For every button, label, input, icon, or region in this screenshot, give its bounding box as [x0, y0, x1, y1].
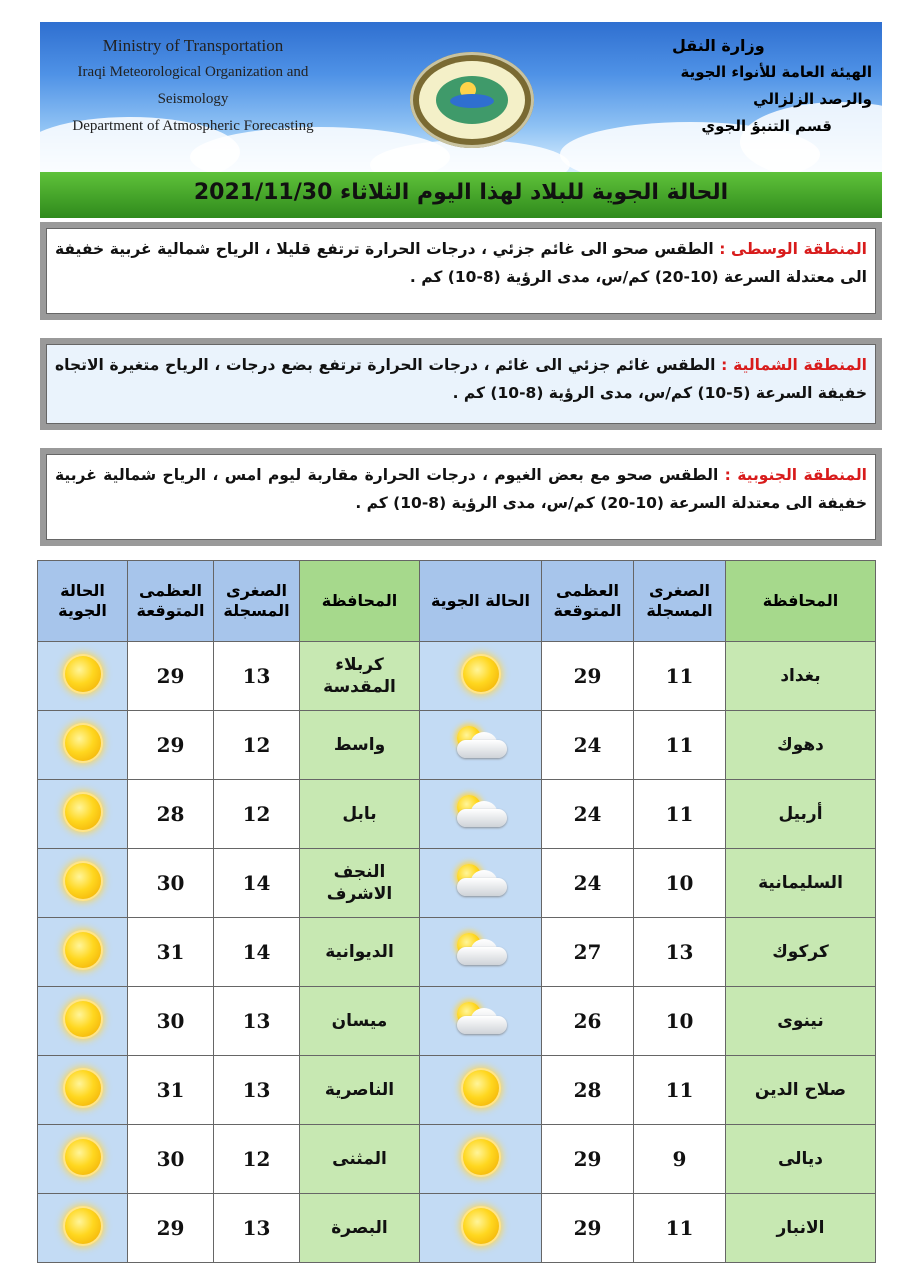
forecast-table [37, 560, 876, 1263]
min-temp-cell-value: 13 [242, 1078, 271, 1102]
header-province: المحافظة [300, 561, 420, 642]
table-row [38, 1194, 876, 1263]
partly-cloudy-icon [453, 864, 509, 898]
max-temp-cell [542, 849, 634, 918]
min-temp-cell [214, 711, 300, 780]
sun-icon [65, 725, 101, 761]
province-cell-value: واسط [333, 735, 386, 755]
organization-name-en: Iraqi Meteorological Organization and Seismology [77, 64, 309, 107]
province-cell [300, 711, 420, 780]
min-temp-cell-value: 13 [665, 940, 694, 964]
header-banner [40, 22, 882, 172]
max-temp-cell [542, 987, 634, 1056]
min-temp-cell-value: 12 [242, 802, 271, 826]
max-temp-cell-value: 24 [573, 733, 602, 757]
max-temp-cell [128, 849, 214, 918]
province-cell [300, 1056, 420, 1125]
max-temp-cell [128, 918, 214, 987]
province-cell-value: الديوانية [325, 942, 394, 962]
province-cell-value: دهوك [777, 735, 824, 755]
province-cell-value: أربيل [778, 804, 823, 824]
min-temp-cell [634, 780, 726, 849]
min-temp-cell [214, 1194, 300, 1263]
max-temp-cell-value: 28 [573, 1078, 602, 1102]
english-org-name [48, 32, 338, 140]
header-max: العظمى المتوقعة [542, 561, 634, 642]
region-text: الطقس صحو الى غائم جزئي ، درجات الحرارة ترتفع قليلا ، الرياح شمالية غربية خفيفة الى معتدلة السرعة (10-20) كم/س، مدى الرؤية (8-10) كم . [55, 240, 867, 286]
table-row [38, 918, 876, 987]
max-temp-cell-value: 29 [156, 1216, 185, 1240]
province-cell-value: نينوى [777, 1011, 824, 1031]
max-temp-cell [128, 711, 214, 780]
max-temp-cell-value: 29 [156, 733, 185, 757]
province-cell-value: النجف الاشرف [326, 862, 393, 904]
department-name-en: Department of Atmospheric Forecasting [72, 118, 314, 134]
ministry-name-ar: وزارة النقل [672, 36, 765, 55]
sun-icon [65, 1139, 101, 1175]
partly-cloudy-icon [453, 795, 509, 829]
ministry-name-en: Ministry of Transportation [102, 36, 284, 55]
min-temp-cell-value: 11 [665, 733, 694, 757]
province-cell [726, 1194, 876, 1263]
max-temp-cell [128, 1125, 214, 1194]
sun-icon [463, 1139, 499, 1175]
min-temp-cell [634, 1125, 726, 1194]
max-temp-cell-value: 26 [573, 1009, 602, 1033]
max-temp-cell-value: 24 [573, 802, 602, 826]
province-cell [300, 918, 420, 987]
province-cell [300, 1125, 420, 1194]
min-temp-cell [214, 1125, 300, 1194]
max-temp-cell [542, 1125, 634, 1194]
header-weather: الحالة الجوية [420, 561, 542, 642]
min-temp-cell [214, 918, 300, 987]
max-temp-cell [542, 1056, 634, 1125]
min-temp-cell-value: 12 [242, 733, 271, 757]
max-temp-cell-value: 29 [156, 664, 185, 688]
header-weather: الحالة الجوية [38, 561, 128, 642]
min-temp-cell-value: 11 [665, 802, 694, 826]
region-south [40, 448, 882, 546]
min-temp-cell-value: 14 [242, 940, 271, 964]
partly-cloudy-icon [453, 1002, 509, 1036]
table-row [38, 849, 876, 918]
title-bar [40, 172, 882, 218]
max-temp-cell-value: 31 [156, 1078, 185, 1102]
min-temp-cell [214, 849, 300, 918]
weather-cell [420, 987, 542, 1056]
province-cell-value: ديالى [777, 1149, 824, 1169]
min-temp-cell-value: 14 [242, 871, 271, 895]
table-row [38, 1056, 876, 1125]
weather-cell [38, 918, 128, 987]
province-cell-value: كركوك [772, 942, 829, 962]
min-temp-cell-value: 13 [242, 1216, 271, 1240]
partly-cloudy-icon [453, 726, 509, 760]
organization-logo [410, 52, 534, 148]
weather-cell [420, 642, 542, 711]
province-cell [726, 987, 876, 1056]
min-temp-cell [214, 780, 300, 849]
province-cell [300, 849, 420, 918]
arabic-org-name [632, 32, 872, 140]
weather-cell [38, 711, 128, 780]
province-cell [726, 1125, 876, 1194]
weather-cell [38, 987, 128, 1056]
table-row [38, 711, 876, 780]
weather-cell [420, 780, 542, 849]
min-temp-cell [634, 918, 726, 987]
header-min: الصغرى المسجلة [214, 561, 300, 642]
page-title: الحالة الجوية للبلاد لهذا اليوم الثلاثاء 2021/11/30 [193, 180, 729, 205]
partly-cloudy-icon [453, 933, 509, 967]
department-name-ar: قسم التنبؤ الجوي [701, 117, 832, 135]
province-cell [300, 1194, 420, 1263]
table-row [38, 780, 876, 849]
province-cell [726, 711, 876, 780]
province-cell-value: كربلاء المقدسة [323, 655, 396, 697]
sun-icon [65, 863, 101, 899]
header-min: الصغرى المسجلة [634, 561, 726, 642]
weather-cell [38, 1194, 128, 1263]
region-label: المنطقة الشمالية : [721, 356, 867, 374]
min-temp-cell-value: 9 [672, 1147, 687, 1171]
max-temp-cell-value: 30 [156, 1009, 185, 1033]
min-temp-cell [634, 711, 726, 780]
header-max: العظمى المتوقعة [128, 561, 214, 642]
province-cell-value: المثنى [332, 1149, 387, 1169]
region-central [40, 222, 882, 320]
sun-icon [65, 1208, 101, 1244]
province-cell-value: بغداد [780, 666, 821, 686]
province-cell-value: صلاح الدين [754, 1080, 847, 1100]
province-cell [726, 1056, 876, 1125]
max-temp-cell-value: 30 [156, 871, 185, 895]
max-temp-cell [128, 987, 214, 1056]
province-cell-value: الناصرية [324, 1080, 395, 1100]
min-temp-cell [634, 849, 726, 918]
min-temp-cell-value: 10 [665, 1009, 694, 1033]
sun-icon [65, 932, 101, 968]
max-temp-cell [542, 1194, 634, 1263]
max-temp-cell-value: 31 [156, 940, 185, 964]
weather-cell [38, 642, 128, 711]
min-temp-cell [634, 1056, 726, 1125]
max-temp-cell [542, 642, 634, 711]
organization-name-ar: الهيئة العامة للأنواء الجوية والرصد الزلزالي [680, 63, 872, 108]
max-temp-cell [128, 642, 214, 711]
province-cell-value: الانبار [776, 1218, 825, 1238]
max-temp-cell-value: 30 [156, 1147, 185, 1171]
province-cell [300, 780, 420, 849]
min-temp-cell [214, 1056, 300, 1125]
region-text: الطقس غائم جزئي الى غائم ، درجات الحرارة ترتفع بضع درجات ، الرياح متغيرة الاتجاه خفيفة السرعة (5-10) كم/س، مدى الرؤية (8-10) كم . [55, 356, 867, 402]
max-temp-cell [542, 711, 634, 780]
province-cell-value: بابل [342, 804, 377, 824]
sun-icon [463, 1208, 499, 1244]
weather-cell [420, 849, 542, 918]
region-label: المنطقة الوسطى : [719, 240, 867, 258]
sun-icon [65, 1001, 101, 1037]
max-temp-cell-value: 27 [573, 940, 602, 964]
max-temp-cell [128, 1056, 214, 1125]
sun-icon [65, 794, 101, 830]
province-cell-value: البصرة [331, 1218, 388, 1238]
min-temp-cell [634, 1194, 726, 1263]
weather-cell [38, 1056, 128, 1125]
region-north [40, 338, 882, 430]
weather-cell [420, 711, 542, 780]
weather-cell [420, 1194, 542, 1263]
province-cell [300, 642, 420, 711]
sun-icon [65, 656, 101, 692]
weather-cell [420, 1056, 542, 1125]
table-header-row [38, 561, 876, 642]
table-row [38, 642, 876, 711]
max-temp-cell-value: 24 [573, 871, 602, 895]
province-cell [300, 987, 420, 1056]
min-temp-cell [214, 987, 300, 1056]
min-temp-cell-value: 13 [242, 1009, 271, 1033]
max-temp-cell [542, 780, 634, 849]
province-cell [726, 780, 876, 849]
max-temp-cell-value: 29 [573, 664, 602, 688]
province-cell [726, 918, 876, 987]
region-text: الطقس صحو مع بعض الغيوم ، درجات الحرارة مقاربة ليوم امس ، الرياح شمالية غربية خفيفة الى معتدلة السرعة (10-20) كم/س، مدى الرؤية (8-10) كم . [55, 466, 867, 512]
province-cell-value: ميسان [331, 1011, 388, 1031]
sun-icon [463, 656, 499, 692]
min-temp-cell-value: 10 [665, 871, 694, 895]
table-row [38, 1125, 876, 1194]
province-cell [726, 642, 876, 711]
weather-cell [420, 1125, 542, 1194]
max-temp-cell [542, 918, 634, 987]
weather-cell [38, 780, 128, 849]
max-temp-cell-value: 29 [573, 1147, 602, 1171]
min-temp-cell-value: 12 [242, 1147, 271, 1171]
max-temp-cell [128, 1194, 214, 1263]
min-temp-cell [634, 987, 726, 1056]
table-row [38, 987, 876, 1056]
weather-cell [38, 1125, 128, 1194]
sun-icon [65, 1070, 101, 1106]
min-temp-cell-value: 11 [665, 1078, 694, 1102]
min-temp-cell [214, 642, 300, 711]
min-temp-cell-value: 11 [665, 664, 694, 688]
province-cell-value: السليمانية [758, 873, 843, 893]
weather-cell [38, 849, 128, 918]
max-temp-cell-value: 29 [573, 1216, 602, 1240]
province-cell [726, 849, 876, 918]
region-label: المنطقة الجنوبية : [724, 466, 867, 484]
min-temp-cell-value: 11 [665, 1216, 694, 1240]
weather-cell [420, 918, 542, 987]
max-temp-cell [128, 780, 214, 849]
sun-icon [463, 1070, 499, 1106]
min-temp-cell [634, 642, 726, 711]
header-province: المحافظة [726, 561, 876, 642]
min-temp-cell-value: 13 [242, 664, 271, 688]
max-temp-cell-value: 28 [156, 802, 185, 826]
